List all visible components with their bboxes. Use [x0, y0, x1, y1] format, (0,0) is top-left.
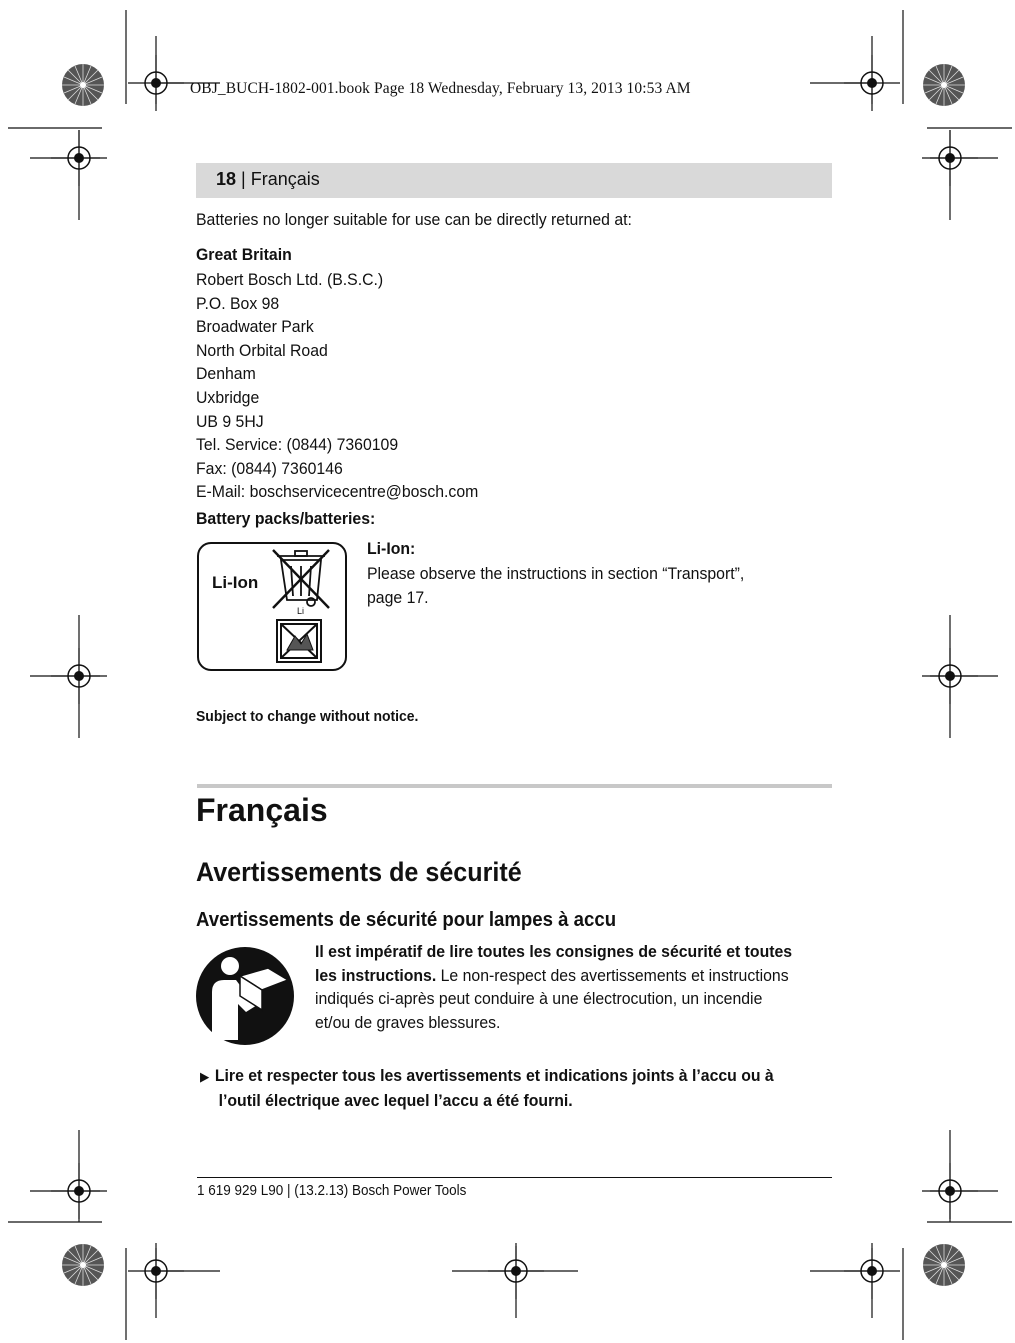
- bullet-arrow-icon: ▶: [200, 1069, 210, 1084]
- header-section: Français: [250, 169, 320, 189]
- print-slug: OBJ_BUCH-1802-001.book Page 18 Wednesday, February 13, 2013 10:53 AM: [190, 80, 691, 97]
- page-number: 18: [216, 169, 237, 189]
- liion-text-line: Please observe the instructions in section “Transport”,: [367, 564, 745, 583]
- phone-line: Tel. Service: (0844) 7360109: [196, 435, 399, 455]
- section-title: Français: [196, 792, 328, 828]
- address-line: North Orbital Road: [196, 340, 328, 360]
- warning-text: [315, 940, 836, 1034]
- bullet-line: Lire et respecter tous les avertissements et indications joints à l’accu ou à: [214, 1066, 774, 1085]
- warning-bold-line: les instructions.: [315, 965, 437, 985]
- safety-subheading: Avertissements de sécurité pour lampes à accu: [196, 909, 617, 931]
- safety-heading: Avertissements de sécurité: [196, 857, 522, 887]
- battery-heading: Battery packs/batteries:: [196, 509, 376, 528]
- header-separator: |: [236, 169, 251, 189]
- intro-text: Batteries no longer suitable for use can be directly returned at:: [196, 210, 632, 229]
- liion-heading: Li-Ion:: [367, 539, 416, 558]
- country-heading: Great Britain: [196, 245, 292, 264]
- address-line: P.O. Box 98: [196, 293, 280, 313]
- bullet-item: [200, 1064, 814, 1112]
- address-line: Denham: [196, 364, 256, 384]
- liion-text-line: page 17.: [367, 588, 429, 607]
- address-line: UB 9 5HJ: [196, 411, 264, 431]
- email-line: E-Mail: boschservicecentre@bosch.com: [196, 482, 479, 502]
- warning-bold-line: Il est impératif de lire toutes les consignes de sécurité et toutes: [315, 942, 793, 961]
- bullet-line: l’outil électrique avec lequel l’accu a été fourni.: [218, 1090, 573, 1110]
- address-line: Broadwater Park: [196, 317, 314, 337]
- page-footer: 1 619 929 L90 | (13.2.13) Bosch Power Tools: [197, 1183, 467, 1199]
- warning-line: indiqués ci-après peut conduire à une électrocution, un incendie: [315, 989, 763, 1009]
- warning-line: et/ou de graves blessures.: [315, 1012, 501, 1032]
- footer-rule: [197, 1177, 832, 1178]
- address-line: Uxbridge: [196, 387, 260, 407]
- address-line: Robert Bosch Ltd. (B.S.C.): [196, 270, 384, 289]
- bin-label: Li: [297, 606, 305, 616]
- fax-line: Fax: (0844) 7360146: [196, 458, 343, 478]
- warning-line: Le non-respect des avertissements et instructions: [436, 965, 789, 985]
- change-notice: Subject to change without notice.: [196, 708, 419, 725]
- liion-label: Li-Ion: [212, 573, 259, 592]
